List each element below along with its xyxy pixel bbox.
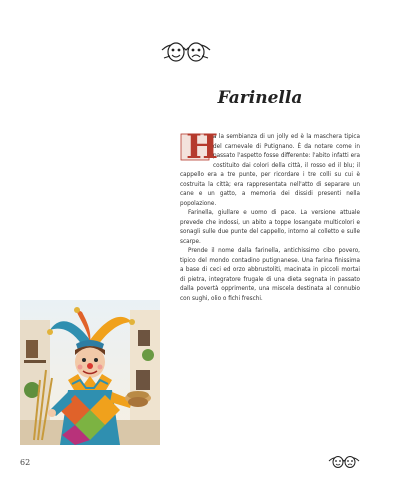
page-number: 62 [20,458,31,467]
page-title: Farinella [217,88,303,108]
article-body [180,127,360,304]
top-masks-ornament-icon [160,38,212,64]
drop-cap [180,127,219,167]
paragraph-1-text: a la sembianza di un jolly ed è la maschera tipica del carnevale di Putignano. È da notare come in passato l'aspetto fosse differente: l'abito infatti era costituito dai colori della città, il rosso ed il blu; il cappello era a tre punte, per ricordare i tre colli su cui è costruita la città; era rappresentata nell'atto di separare un cane e un gatto, a memoria dei dissidi presenti nella popolazione. [180,134,360,207]
paragraph-1 [180,127,360,209]
paragraph-3: Prende il nome dalla farinella, antichissimo cibo povero, tipico del mondo contadino putignanese. Una farina finissima a base di ceci ed orzo abbrustoliti, macinata in piccoli mortai di pietra, integratore frugale di una dieta segnata in passato dalla povertà opprimente, una miscela destinata al connubio con sughi, olio o fichi freschi. [180,248,360,302]
drop-cap-letter: H [186,127,219,167]
farinella-illustration [20,300,160,445]
paragraph-2: Farinella, giullare e uomo di pace. La versione attuale prevede che indossi, un abito a toppe losangate multicolori e sonagli sulle due punte del cappello, intorno al colletto e sulle scarpe. [180,210,360,245]
bottom-masks-ornament-icon [328,453,360,469]
